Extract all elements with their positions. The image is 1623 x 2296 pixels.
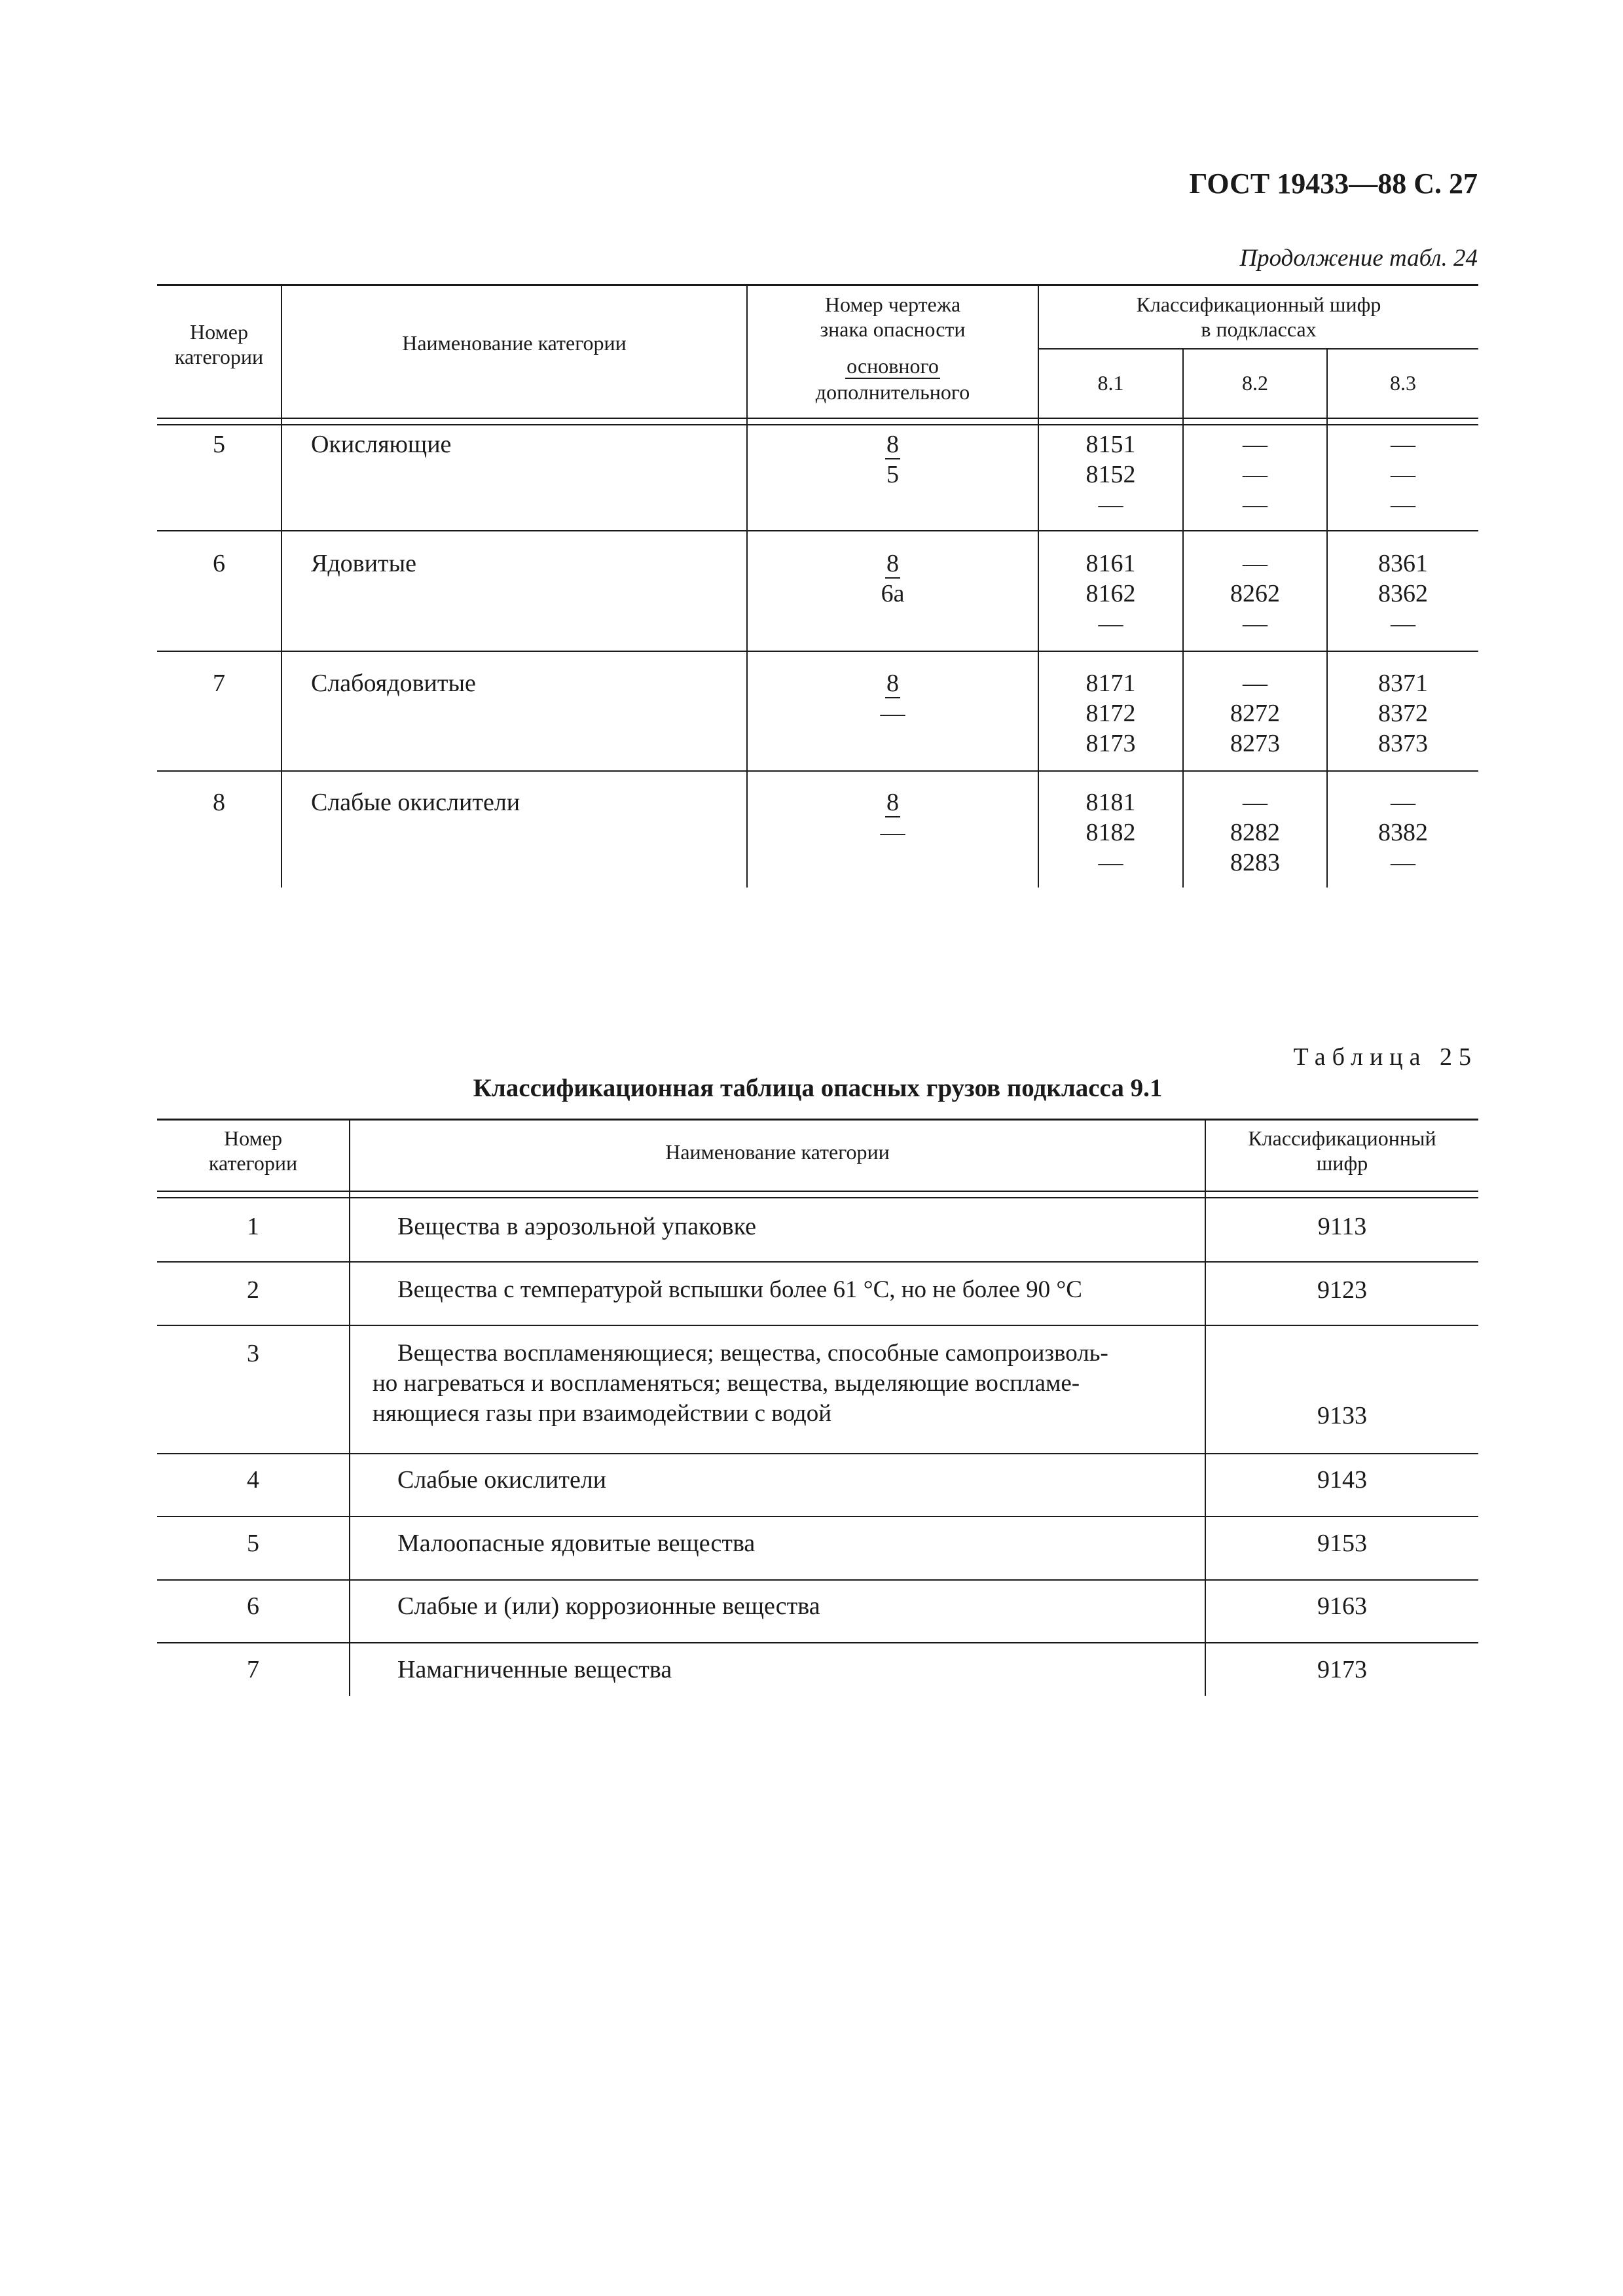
table-row-cipher-8-2: — 8272 8273 [1230,670,1280,757]
header-category-number: Номер категории [174,320,264,368]
table-row-category-number: 5 [247,1530,259,1557]
table-row-cipher-8-3: 8361 8362 — [1378,550,1428,637]
header-category-number: Номер категории [208,1126,298,1175]
table-row-cipher: 9123 [1317,1276,1367,1304]
table-row-category-number: 4 [247,1466,259,1494]
table-row-cipher-8-2: — 8282 8283 [1230,789,1280,876]
table-row-sign-fraction: 8 5 [886,431,899,488]
table-row-cipher: 9163 [1317,1592,1367,1620]
table-label: Таблица 25 [1293,1043,1478,1071]
header-sign-number: Номер чертежа знака опасности [820,293,966,341]
table-row-cipher-8-1: 8161 8162 — [1085,550,1136,637]
table-row-category-name: Вещества воспламеняющиеся; вещества, способные самопроизволь- но нагреваться и воспламеняться; вещества, выделяющие воспламе- няющиеся газы при взаимодействии с водой [373,1340,1108,1427]
table-row-cipher: 9133 [1317,1402,1367,1429]
table-row-sign-fraction: 8 — [880,789,905,846]
table-row-category-name: Слабые окислители [311,789,520,816]
header-cipher: Классификационный шифр [1248,1126,1436,1175]
table-row-category-number: 7 [213,670,225,697]
header-category-name: Наименование категории [665,1140,890,1164]
table-row-cipher: 9113 [1317,1213,1367,1240]
table-row-cipher-8-3: — — — [1391,431,1415,518]
table-row-sign-fraction: 8 — [880,670,905,727]
table-row-category-number: 2 [247,1276,259,1304]
header-subclass-8-2: 8.2 [1242,371,1268,395]
table-row-category-number: 3 [247,1340,259,1367]
table-row-category-name: Вещества в аэрозольной упаковке [397,1213,756,1240]
table-row-sign-fraction: 8 6а [881,550,905,607]
page-reference: ГОСТ 19433—88 С. 27 [1189,168,1478,200]
table-row-cipher: 9153 [1317,1530,1367,1557]
table-row-category-name: Слабоядовитые [311,670,476,697]
table-continuation-label: Продолжение табл. 24 [1239,245,1478,272]
header-subclass-8-3: 8.3 [1390,371,1416,395]
table-row-cipher-8-1: 8151 8152 — [1085,431,1136,518]
table-row-cipher: 9143 [1317,1466,1367,1494]
table-row-category-number: 6 [247,1592,259,1620]
header-cipher: Классификационный шифр в подклассах [1136,293,1381,341]
table-row-category-name: Слабые и (или) коррозионные вещества [397,1592,820,1620]
table-title: Классификационная таблица опасных грузов подкласса 9.1 [473,1074,1163,1102]
table-row-category-number: 1 [247,1213,259,1240]
table-row-category-name: Вещества с температурой вспышки более 61 °С, но не более 90 °С [397,1276,1082,1303]
table-row-category-name: Намагниченные вещества [397,1656,672,1683]
table-row-category-name: Слабые окислители [397,1466,607,1494]
table-row-category-number: 8 [213,789,225,816]
table-row-category-number: 6 [213,550,225,577]
table-row-category-name: Окисляющие [311,431,452,458]
table-row-category-number: 7 [247,1656,259,1683]
table-row-category-name: Малоопасные ядовитые вещества [397,1530,756,1557]
table-row-cipher-8-3: — 8382 — [1378,789,1428,876]
table-row-category-number: 5 [213,431,225,458]
header-subclass-8-1: 8.1 [1097,371,1124,395]
table-row-cipher-8-1: 8171 8172 8173 [1085,670,1136,757]
table-row-cipher-8-2: — 8262 — [1230,550,1280,637]
header-sign-main-extra: основного дополнительного [815,354,970,404]
table-row-cipher: 9173 [1317,1656,1367,1683]
table-row-cipher-8-1: 8181 8182 — [1085,789,1136,876]
table-row-category-name: Ядовитые [311,550,416,577]
table-row-cipher-8-2: — — — [1243,431,1267,518]
table-row-cipher-8-3: 8371 8372 8373 [1378,670,1428,757]
header-category-name: Наименование категории [402,331,627,355]
